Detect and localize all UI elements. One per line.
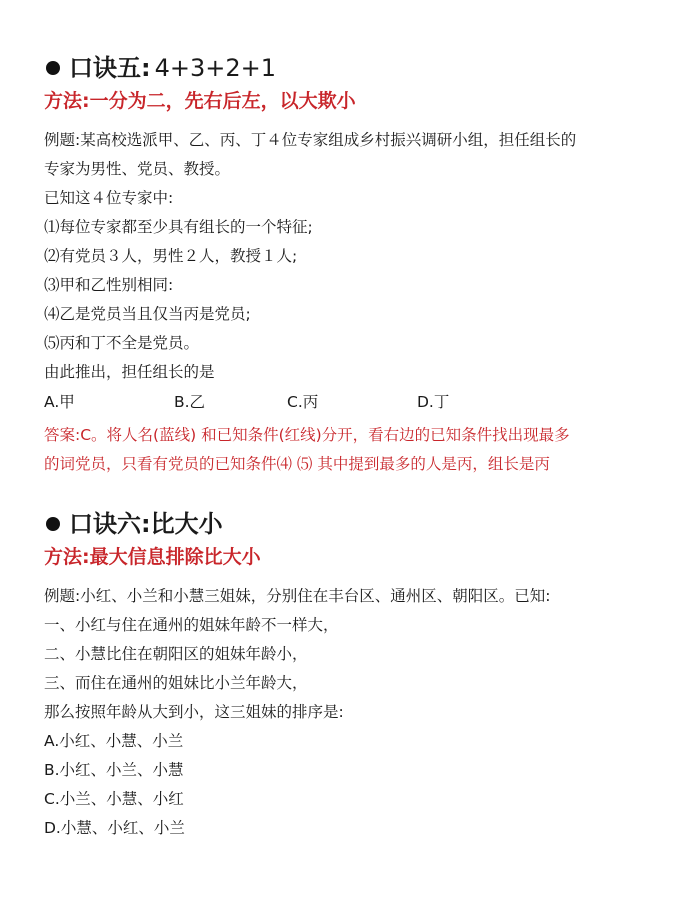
- answer-options: [44, 387, 664, 417]
- question-line: 由此推出，担任组长的是: [44, 363, 215, 381]
- condition-line: ⑴每位专家都至少具有组长的一个特征;: [44, 218, 313, 236]
- option-d: D.丁: [417, 393, 450, 411]
- condition-line: 二、小慧比住在朝阳区的姐妹年龄小，: [44, 645, 308, 663]
- section-heading: [44, 52, 664, 84]
- condition-line: 三、而住在通州的姐妹比小兰年龄大，: [44, 674, 308, 692]
- question-line: 例题:小红、小兰和小慧三姐妹，分别住在丰台区、通州区、朝阳区。已知:: [44, 587, 551, 605]
- method-text: 方法:最大信息排除比大小: [44, 546, 261, 568]
- condition-line: ⑷乙是党员当且仅当丙是党员;: [44, 305, 251, 323]
- method-text: 方法:一分为二，先右后左，以大欺小: [44, 90, 356, 112]
- option-c: C.小兰、小慧、小红: [44, 790, 184, 808]
- condition-line: ⑸丙和丁不全是党员。: [44, 334, 200, 352]
- section-heading: [44, 508, 664, 540]
- section-title: 口诀六:比大小: [69, 510, 223, 538]
- section-formula: 4+3+2+1: [154, 54, 277, 82]
- question-line: 已知这４位专家中:: [44, 189, 174, 207]
- option-a: A.小红、小慧、小兰: [44, 732, 184, 750]
- bullet-dot-icon: [46, 61, 60, 75]
- answer-line: 的词党员，只看有党员的已知条件⑷ ⑸ 其中提到最多的人是丙，组长是丙: [44, 455, 550, 473]
- option-a: A.甲: [44, 393, 75, 411]
- option-d: D.小慧、小红、小兰: [44, 819, 185, 837]
- bullet-dot-icon: [46, 517, 60, 531]
- option-b: B.小红、小兰、小慧: [44, 761, 184, 779]
- section-title: 口诀五:: [69, 54, 151, 82]
- condition-line: ⑶甲和乙性别相同:: [44, 276, 174, 294]
- question-line: 那么按照年龄从大到小，这三姐妹的排序是:: [44, 703, 344, 721]
- question-line: 例题:某高校选派甲、乙、丙、丁４位专家组成乡村振兴调研小组，担任组长的: [44, 131, 577, 149]
- question-line: 专家为男性、党员、教授。: [44, 160, 231, 178]
- section-formula-six: [44, 508, 664, 843]
- option-b: B.乙: [174, 393, 206, 411]
- section-formula-five: [44, 52, 664, 479]
- condition-line: ⑵有党员３人，男性２人，教授１人;: [44, 247, 298, 265]
- condition-line: 一、小红与住在通州的姐妹年龄不一样大，: [44, 616, 339, 634]
- option-c: C.丙: [287, 393, 319, 411]
- answer-line: 答案:C。将人名(蓝线) 和已知条件(红线)分开，看右边的已知条件找出现最多: [44, 426, 570, 444]
